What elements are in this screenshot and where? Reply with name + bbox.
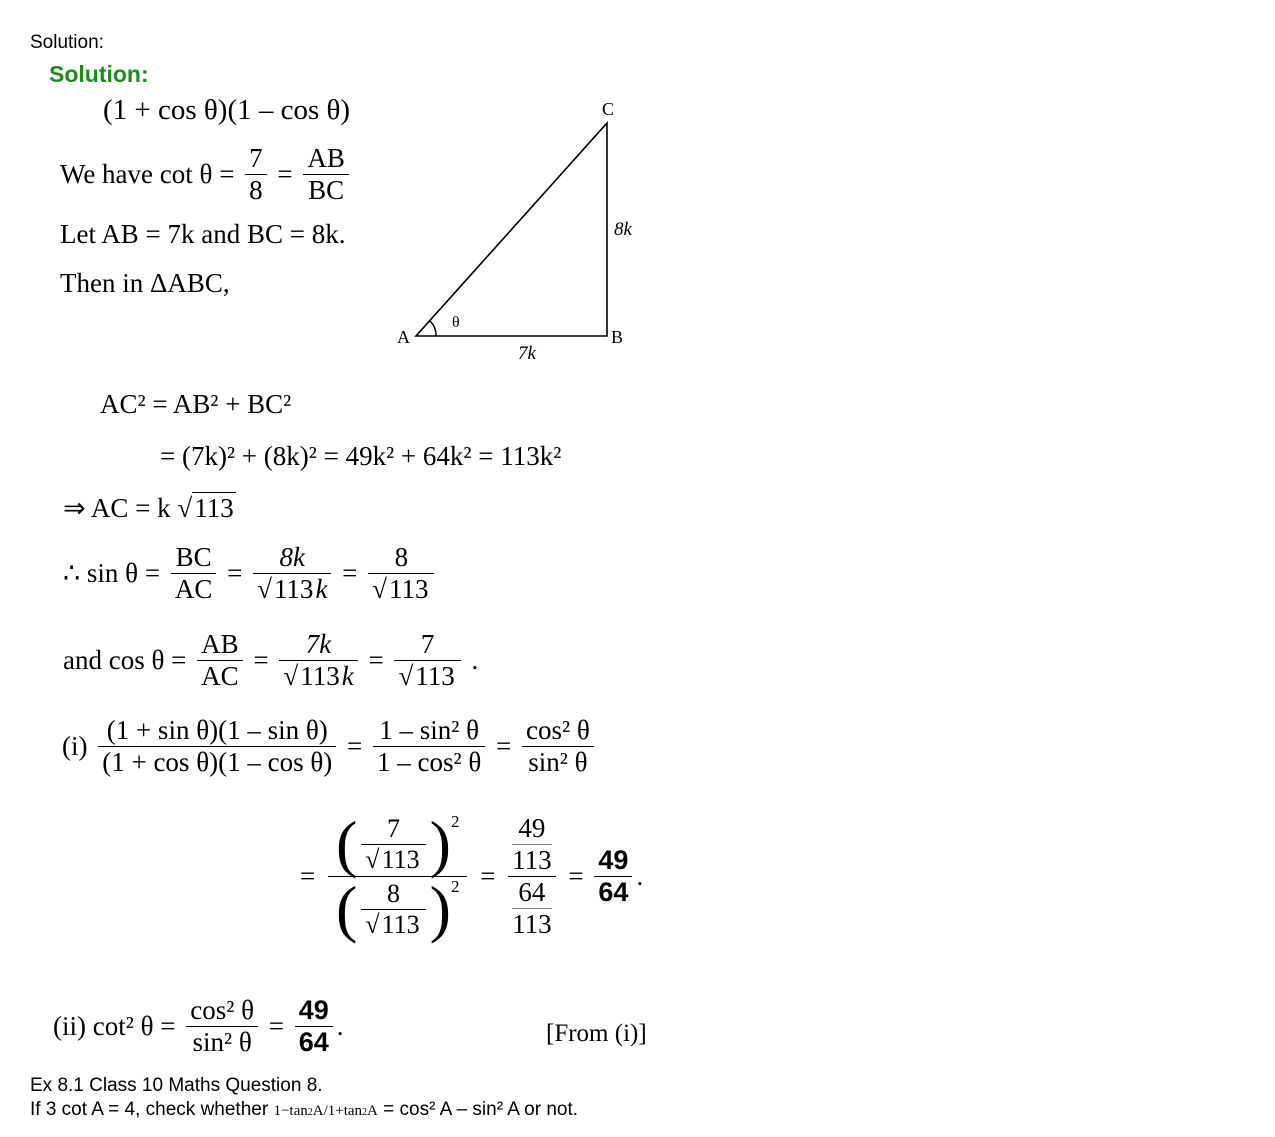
question-formula <box>273 1103 377 1119</box>
period: . <box>471 645 479 676</box>
fraction-denominator: √113k <box>257 574 328 605</box>
result-fraction <box>594 845 632 908</box>
radicand: 113 <box>273 574 314 605</box>
triangle-shape <box>416 123 607 336</box>
upper-num: 49 <box>512 813 552 845</box>
radicand: 113 <box>381 909 420 939</box>
radicand: 113 <box>300 661 340 692</box>
fraction-ab-bc <box>303 143 349 206</box>
fraction-one-minus <box>373 715 485 778</box>
pyth-line-2: = (7k)² + (8k)² = 49k² + 64k² = 113k² <box>160 441 562 471</box>
fraction-7-sqrt113 <box>394 629 460 692</box>
fraction-numerator: 49 <box>594 845 632 877</box>
radicand: 113 <box>194 493 234 523</box>
radicand: 113 <box>381 844 420 874</box>
fraction-numerator: (1 + sin θ)(1 – sin θ) <box>98 715 336 747</box>
fraction-denominator: √113k <box>283 661 354 692</box>
fraction-numerator: 7 <box>394 629 460 661</box>
compound-denominator: ( $\frac{8}{√113}$ )$^2$ <box>335 873 460 944</box>
let-line: Let AB = 7k and BC = 8k. <box>60 219 346 249</box>
sin-prefix: ∴ sin θ = <box>63 558 161 589</box>
given-cot-line <box>60 143 353 206</box>
from-i-reference: [From (i)] <box>546 1020 647 1047</box>
fraction-denominator: 1 – cos² θ <box>377 747 482 778</box>
fraction-7-8 <box>245 143 267 206</box>
cos-line: and cos θ = $\frac{AB}{AC}$ = $\frac{7k}{√113k}$ = $\frac{7}{√113}$ . <box>63 629 479 692</box>
fraction-numerator: AB <box>197 629 243 661</box>
vertex-b-label: B <box>611 327 624 347</box>
part-ii-line: (ii) cot² θ = $\frac{\text{cos² θ}}{\text{sin² θ}}$ = $\frac{49}{64}$ . <box>53 995 344 1058</box>
question-suffix: = cos² A – sin² A or not. <box>377 1099 579 1120</box>
then-line: Then in ΔABC, <box>60 268 230 298</box>
fraction-numerator: cos² θ <box>186 995 258 1027</box>
exponent: 2 <box>450 877 460 896</box>
exponent: 2 <box>450 812 460 831</box>
lower-num: 64 <box>512 877 552 909</box>
fraction-denominator: 64 <box>598 877 629 907</box>
part-ii-label: (ii) cot² θ = <box>53 1011 176 1042</box>
fraction-denominator: AC <box>174 574 213 605</box>
ac-prefix: ⇒ AC = k <box>63 493 171 523</box>
stacked-numerator <box>508 813 556 877</box>
formula-part: A <box>367 1103 378 1119</box>
stacked-denominator <box>508 877 556 940</box>
pyth-line-3 <box>63 493 236 524</box>
sin-line: ∴ sin θ = $\frac{BC}{AC}$ = $\frac{8k}{√113k}$ = $\frac{8}{√113}$ <box>63 542 438 605</box>
part-i-line: (i) $\frac{\text{(1 + sin θ)(1 – sin θ)}}{\text{(1 + cos θ)(1 – cos θ)}}$ = $\frac{\text{1 – sin² θ}}{\text{1 – cos² θ}}$ = $\frac{\text{cos² θ}}{\text{sin² θ}}$ <box>62 715 598 778</box>
k-suffix: k <box>341 661 354 692</box>
side-ab-label: 7k <box>518 343 536 364</box>
solution-label-green: Solution: <box>49 61 149 87</box>
fraction-7k-sqrt113k <box>279 629 357 692</box>
fraction-denominator: √113 <box>372 574 429 605</box>
fraction-8-sqrt113 <box>368 542 434 605</box>
fraction-denominator: √113 <box>365 844 420 874</box>
given-prefix: We have cot θ = <box>60 159 235 190</box>
part-i-label: (i) <box>62 731 88 762</box>
period: . <box>336 1011 344 1042</box>
vertex-c-label: C <box>602 99 615 119</box>
fraction-denominator: √113 <box>365 909 420 939</box>
lower-den: 113 <box>512 909 552 940</box>
fraction-numerator: 1 – sin² θ <box>373 715 485 747</box>
fraction-denominator: BC <box>308 175 345 206</box>
fraction-8k-sqrt113k <box>253 542 331 605</box>
fraction-numerator: BC <box>171 542 217 574</box>
pyth-line-1: AC² = AB² + BC² <box>100 389 292 419</box>
fraction-numerator: 7 <box>361 814 425 845</box>
solution-label-plain: Solution: <box>30 32 104 53</box>
head-expression: (1 + cos θ)(1 – cos θ) <box>103 94 351 126</box>
fraction-numerator: 7k <box>279 629 357 661</box>
part-i-result: = ( $\frac{7}{√113}$ )$^2$ ( $\frac{8}{√113}$ )$^2$ = 49 113 64 113 = $\frac{49}{64}$ . <box>300 808 644 944</box>
fraction-denominator: sin² θ <box>192 1027 252 1058</box>
formula-part: 1−tan <box>273 1103 308 1119</box>
upper-den: 113 <box>512 844 552 875</box>
fraction-cos2-sin2 <box>522 715 594 778</box>
radicand: 113 <box>415 661 455 692</box>
fraction-sin-cos-products <box>98 715 336 778</box>
radicand: 113 <box>388 574 429 605</box>
compound-fraction <box>328 808 467 944</box>
result-fraction <box>295 995 333 1058</box>
stacked-fraction <box>508 813 556 940</box>
fraction-denominator: √113 <box>398 661 455 692</box>
formula-exp: 2 <box>307 1107 313 1118</box>
formula-part: A/1+tan <box>312 1103 363 1119</box>
fraction-bc-ac <box>171 542 217 605</box>
k-suffix: k <box>315 574 328 605</box>
fraction-numerator: 8 <box>368 542 434 574</box>
angle-theta-label: θ <box>452 314 460 331</box>
fraction-numerator: 7 <box>245 143 267 175</box>
equals-sign: = <box>277 159 293 190</box>
fraction-denominator: (1 + cos θ)(1 – cos θ) <box>102 747 333 778</box>
fraction-numerator: 8k <box>253 542 331 574</box>
fraction-numerator: cos² θ <box>522 715 594 747</box>
footer-question-title: Ex 8.1 Class 10 Maths Question 8. <box>30 1075 323 1096</box>
fraction-cos2-sin2 <box>186 995 258 1058</box>
sqrt-113: √113 <box>177 493 234 523</box>
fraction-numerator: AB <box>303 143 349 175</box>
fraction-denominator: 64 <box>298 1027 329 1058</box>
compound-numerator: ( $\frac{7}{√113}$ )$^2$ <box>328 812 467 877</box>
triangle-diagram <box>390 95 650 370</box>
side-bc-label: 8k <box>614 219 632 240</box>
question-prefix: If 3 cot A = 4, check whether <box>30 1099 274 1120</box>
fraction-numerator: 49 <box>295 995 333 1027</box>
vertex-a-label: A <box>397 327 410 347</box>
fraction-denominator: AC <box>201 661 239 692</box>
cos-prefix: and cos θ = <box>63 645 187 676</box>
footer-question-text <box>30 1099 578 1121</box>
angle-arc <box>430 321 436 336</box>
fraction-denominator: 8 <box>249 175 263 206</box>
formula-exp: 2 <box>362 1107 368 1118</box>
fraction-ab-ac <box>197 629 243 692</box>
fraction-numerator: 8 <box>361 879 425 910</box>
period: . <box>636 861 644 891</box>
fraction-denominator: sin² θ <box>528 747 588 778</box>
